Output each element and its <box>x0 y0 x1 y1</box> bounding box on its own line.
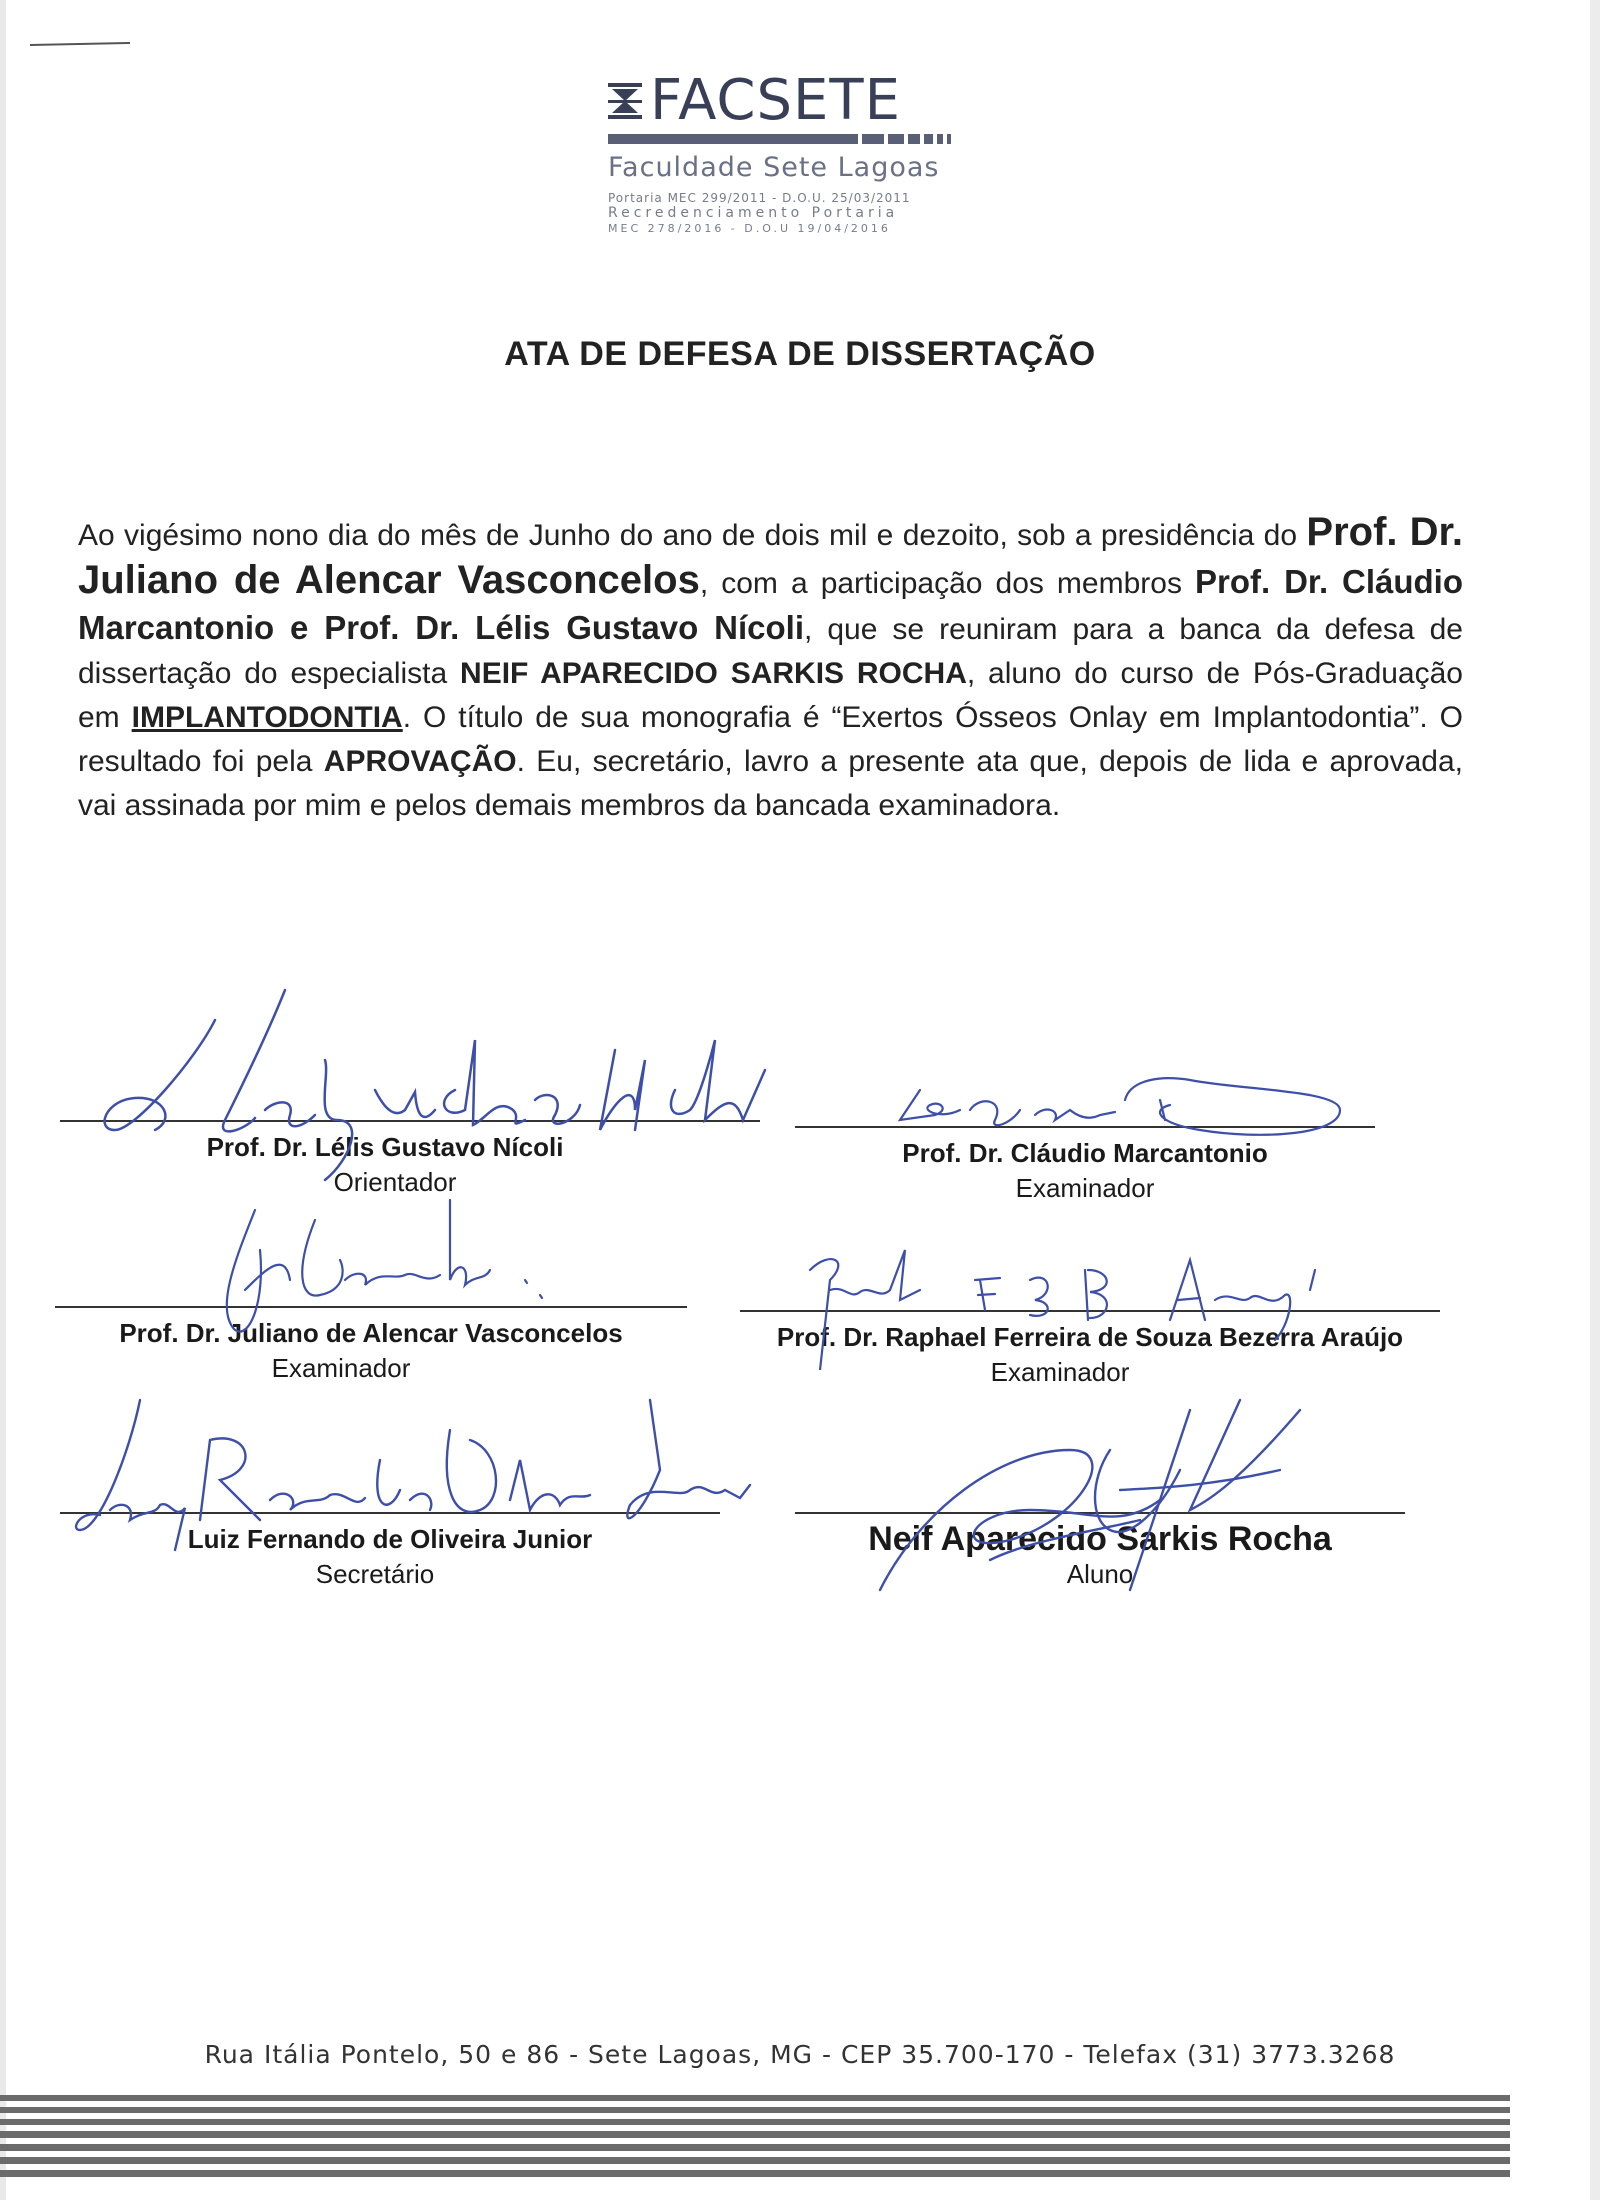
document-title: ATA DE DEFESA DE DISSERTAÇÃO <box>504 335 1096 373</box>
logo-name: FACSETE <box>650 68 902 133</box>
signature-line <box>55 1306 687 1308</box>
signer-name: Prof. Dr. Raphael Ferreira de Souza Bezerra Araújo <box>776 1322 1404 1352</box>
result-value: APROVAÇÃO <box>323 745 517 778</box>
signature-line <box>60 1512 720 1514</box>
signer-role: Secretário <box>315 1559 435 1589</box>
signature-block-examinador-3 <box>740 1310 1440 1388</box>
signer-name: Prof. Dr. Cláudio Marcantonio <box>902 1138 1268 1168</box>
facsete-emblem-icon <box>608 81 642 121</box>
body-text-5: . O título de sua monografia é “Exertos Ósseos Onlay em Implantodontia”. O resultado foi pela <box>78 701 1463 778</box>
signature-line <box>795 1512 1405 1514</box>
logo-barcode-stripe <box>608 134 953 144</box>
logo-recredenciamento-line: Recredenciamento Portaria <box>608 205 899 221</box>
footer-address: Rua Itália Pontelo, 50 e 86 - Sete Lagoas, MG - CEP 35.700-170 - Telefax (31) 3773.3268 <box>204 2040 1396 2069</box>
scan-edge-right <box>1590 0 1600 2200</box>
body-text-2: , com a participação dos membros <box>699 567 1182 600</box>
facsete-logo <box>608 68 968 236</box>
body-text-4: , aluno do curso de Pós-Graduação em <box>78 657 1463 734</box>
logo-portaria-line: Portaria MEC 299/2011 - D.O.U. 25/03/2011 <box>608 191 911 205</box>
student-name: NEIF APARECIDO SARKIS ROCHA <box>460 657 967 690</box>
signer-name: Prof. Dr. Lélis Gustavo Nícoli <box>206 1132 564 1162</box>
logo-mec-line: MEC 278/2016 - D.O.U 19/04/2016 <box>608 222 891 235</box>
signer-role: Examinador <box>990 1357 1130 1387</box>
signer-role: Orientador <box>333 1167 457 1197</box>
signer-role: Examinador <box>271 1353 411 1383</box>
signature-block-aluno <box>795 1512 1405 1590</box>
footer-stripes <box>0 2095 1510 2180</box>
signer-name: Neif Aparecido Sarkis Rocha <box>868 1520 1332 1558</box>
body-text-6: . Eu, secretário, lavro a presente ata que, depois de lida e aprovada, vai assinada por mim e pelos demais membros da bancada examinadora. <box>78 745 1463 822</box>
signer-role: Examinador <box>1015 1173 1155 1203</box>
signer-name: Luiz Fernando de Oliveira Junior <box>187 1524 593 1554</box>
signature-line <box>795 1126 1375 1128</box>
signature-block-examinador-2 <box>55 1306 687 1384</box>
course-name: IMPLANTODONTIA <box>131 701 403 734</box>
signature-line <box>60 1120 760 1122</box>
president-name: Prof. Dr. Juliano de Alencar Vasconcelos <box>78 510 1463 602</box>
signature-block-secretario <box>60 1512 720 1590</box>
logo-subtitle: Faculdade Sete Lagoas <box>608 152 940 183</box>
signer-role: Aluno <box>1066 1559 1134 1589</box>
minutes-paragraph <box>78 510 1463 828</box>
scan-edge-left <box>0 0 6 2200</box>
signature-block-orientador <box>60 1120 760 1198</box>
body-text-3: , que se reuniram para a banca da defesa de dissertação do especialista <box>78 613 1463 690</box>
body-text-1: Ao vigésimo nono dia do mês de Junho do ano de dois mil e dezoito, sob a presidência do <box>78 519 1298 552</box>
members-names: Prof. Dr. Cláudio Marcantonio e Prof. Dr. Lélis Gustavo Nícoli <box>78 563 1463 646</box>
signature-line <box>740 1310 1440 1312</box>
signer-name: Prof. Dr. Juliano de Alencar Vasconcelos <box>119 1318 623 1348</box>
signature-block-examinador-1 <box>795 1126 1375 1204</box>
corner-pen-mark <box>30 42 130 47</box>
